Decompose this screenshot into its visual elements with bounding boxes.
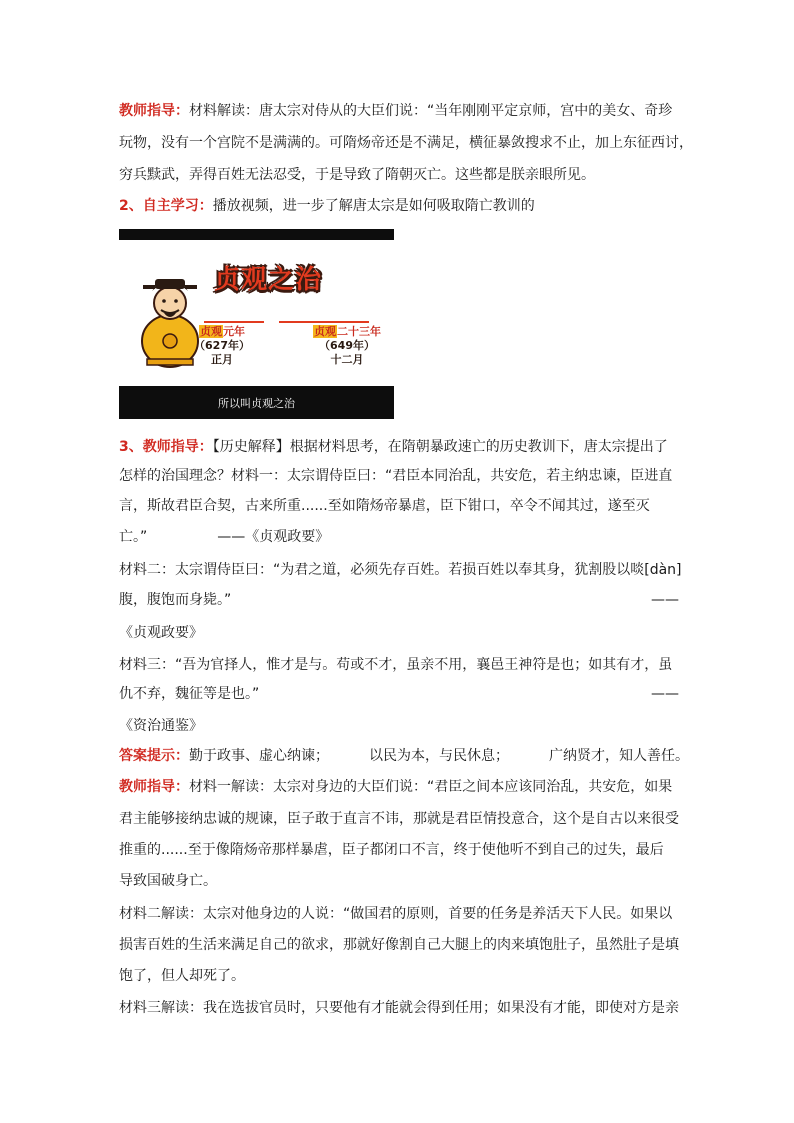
answer-1: 勤于政事、虚心纳谏；: [189, 748, 329, 764]
era-start-name: 贞观: [200, 325, 222, 338]
era-end-name: 贞观: [314, 325, 336, 338]
text: 材料一解读：太宗对身边的大臣们说：“君臣之间本应该同治乱，共安危，如果: [189, 779, 673, 795]
answer-3: 广纳贤才，知人善任。: [549, 748, 689, 764]
dash: ——: [651, 592, 679, 608]
paragraph-3-line-2: 怎样的治国理念？材料一：太宗谓侍臣曰：“君臣本同治乱，共安危，若主纳忠谏，臣进直: [119, 468, 673, 484]
paragraph-5-line-1: 材料二解读：太宗对他身边的人说：“做国君的原则，首要的任务是养活天下人民。如果以: [119, 906, 673, 922]
timeline-arrow-left: [204, 321, 264, 323]
answer-hint-tag: 答案提示：: [119, 748, 189, 764]
timeline-arrow-right: [279, 321, 369, 323]
self-study-tag: 2、自主学习：: [119, 198, 213, 214]
paragraph-1-line-1: [119, 101, 679, 121]
paragraph-4-line-3: 推重的......至于像隋炀帝那样暴虐，臣子都闭口不言，终于使他听不到自己的过失，最后: [119, 842, 664, 858]
paragraph-1-line-2: 玩物，没有一个宫院不是满满的。可隋炀帝还是不满足，横征暴敛搜求不止，加上东征西讨，: [119, 135, 693, 151]
era-end: [307, 325, 387, 367]
video-caption: 所以叫贞观之治: [218, 397, 295, 410]
text: 腹，腹饱而身毙。”: [119, 592, 232, 608]
paragraph-5-line-3: 饱了，但人却死了。: [119, 968, 245, 984]
material-2-line-2: [119, 590, 679, 610]
paragraph-5-line-2: 损害百姓的生活来满足自己的欲求，那就好像割自己大腿上的肉来填饱肚子，虽然肚子是填: [119, 937, 679, 953]
video-player[interactable]: [119, 229, 394, 419]
era-end-month: 十二月: [330, 353, 364, 366]
paragraph-3-line-4: [119, 527, 679, 547]
era-end-ad: （649年）: [319, 339, 375, 352]
text: 【历史解释】根据材料思考，在隋朝暴政速亡的历史教训下，唐太宗提出了: [212, 439, 668, 455]
paragraph-4-line-1: [119, 777, 679, 797]
material-3-line-2: [119, 684, 679, 704]
paragraph-3-line-1: [119, 437, 679, 457]
paragraph-4-line-4: 导致国破身亡。: [119, 873, 217, 889]
paragraph-3-line-3: 言，斯故君臣合契，古来所重......至如隋炀帝暴虐，臣下钳口，卒令不闻其过，遂至灭: [119, 498, 650, 514]
text: 材料解读：唐太宗对侍从的大臣们说：“当年刚刚平定京师，宫中的美女、奇珍: [189, 103, 673, 119]
era-end-year: 二十三年: [337, 325, 381, 338]
paragraph-1-line-3: 穷兵黩武，弄得百姓无法忍受，于是导致了隋朝灭亡。这些都是朕亲眼所见。: [119, 167, 595, 183]
text: 播放视频，进一步了解唐太宗是如何吸取隋亡教训的: [212, 198, 535, 214]
source-citation: ——《贞观政要》: [217, 529, 330, 545]
teacher-guide-tag: 教师指导：: [119, 779, 189, 795]
paragraph-6-line-1: 材料三解读：我在选拔官员时，只要他有才能就会得到任用；如果没有才能，即使对方是亲: [119, 1000, 679, 1016]
material-2-line-1: 材料二：太宗谓侍臣曰：“为君之道，必须先存百姓。若损百姓以奉其身，犹割股以啖[dàn]: [119, 562, 682, 578]
teacher-guide-tag: 教师指导：: [119, 103, 189, 119]
text: 亡。”: [119, 529, 148, 545]
video-title: 贞观之治: [214, 265, 323, 295]
teacher-guide-tag: 3、教师指导：: [119, 439, 213, 455]
material-3-source: 《资治通鉴》: [119, 718, 203, 734]
era-start-ad: （627年）: [194, 339, 250, 352]
answer-2: 以民为本，与民休息；: [369, 748, 509, 764]
era-start-month: 正月: [211, 353, 233, 366]
text: 仇不弃，魏征等是也。”: [119, 686, 260, 702]
material-3-line-1: 材料三：“吾为官择人，惟才是与。苟或不才，虽亲不用，襄邑王神符是也；如其有才，虽: [119, 657, 673, 673]
video-top-bar: [119, 229, 394, 240]
paragraph-4-line-2: 君主能够接纳忠诚的规谏，臣子敢于直言不讳，那就是君臣情投意合，这个是自古以来很受: [119, 811, 679, 827]
dash: ——: [651, 686, 679, 702]
era-start-year: 元年: [223, 325, 245, 338]
material-2-source: 《贞观政要》: [119, 625, 203, 641]
answer-hint-line: [119, 746, 689, 766]
era-start: [193, 325, 251, 367]
self-study-line: [119, 196, 679, 216]
